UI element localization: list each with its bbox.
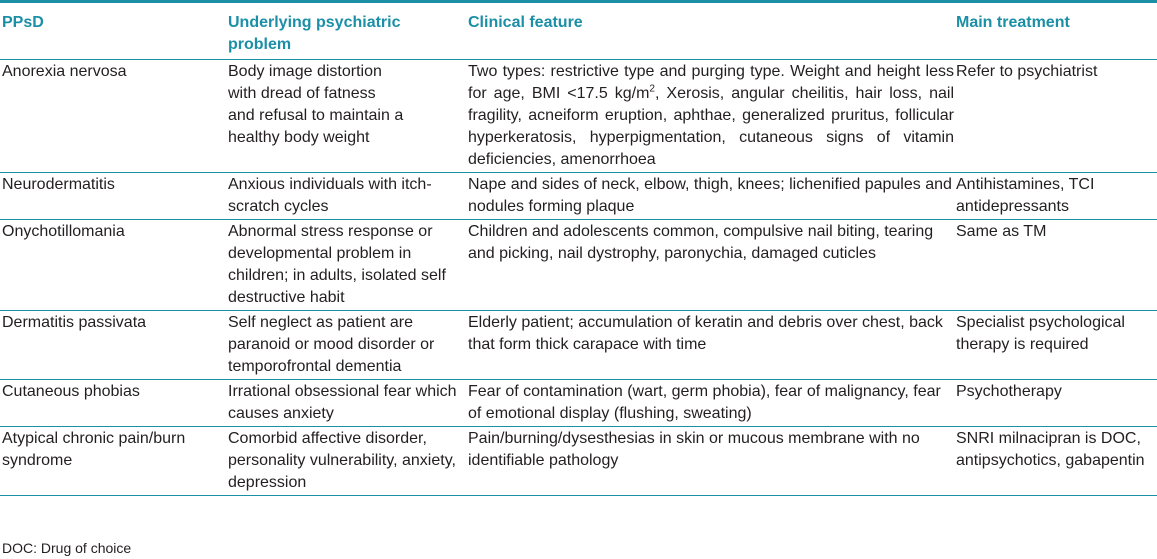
cell-feature: Nape and sides of neck, elbow, thigh, knees; lichenified papules and nodules forming plaque xyxy=(468,176,952,215)
cell-feature xyxy=(468,60,956,172)
cell-ppsd: Onychotillomania xyxy=(2,223,125,240)
cell-ppsd: Atypical chronic pain/burn syndrome xyxy=(2,430,186,469)
feature-text-part: , Xerosis, angular cheilitis, hair loss, nail fragility, acneiform eruption, aphthae, generalized pruritus, follicular hyperkeratosis, hyperpigmentation, cutaneous signs of vitamin deficiencies, amenorrhoea xyxy=(468,85,954,168)
cell-treatment: Psychotherapy xyxy=(956,383,1062,400)
table-row xyxy=(0,380,1157,427)
table-header-row xyxy=(0,3,1157,60)
cell-ppsd: Neurodermatitis xyxy=(2,176,115,193)
header-ppsd: PPsD xyxy=(2,14,44,31)
cell-ppsd: Anorexia nervosa xyxy=(2,63,127,80)
table-footnote: DOC: Drug of choice xyxy=(2,540,132,556)
cell-feature: Pain/burning/dysesthesias in skin or mucous membrane with no identifiable pathology xyxy=(468,430,920,469)
cell-problem: Comorbid affective disorder, personality vulnerability, anxiety, depression xyxy=(228,430,456,491)
cell-problem: Self neglect as patient are paranoid or mood disorder or temporofrontal dementia xyxy=(228,314,435,375)
table-row xyxy=(0,427,1157,496)
cell-feature: Children and adolescents common, compulsive nail biting, tearing and picking, nail dystrophy, paronychia, damaged cuticles xyxy=(468,223,934,262)
cell-ppsd: Cutaneous phobias xyxy=(2,383,140,400)
table-row xyxy=(0,220,1157,311)
cell-problem: Body image distortion with dread of fatness and refusal to maintain a healthy body weight xyxy=(228,63,404,146)
cell-treatment: Specialist psychological therapy is required xyxy=(956,314,1125,353)
cell-ppsd: Dermatitis passivata xyxy=(2,314,147,331)
cell-problem: Anxious individuals with itch-scratch cycles xyxy=(228,176,432,215)
cell-feature: Fear of contamination (wart, germ phobia), fear of malignancy, fear of emotional display (flushing, sweating) xyxy=(468,383,941,422)
header-main-treatment: Main treatment xyxy=(956,14,1070,31)
cell-treatment: Same as TM xyxy=(956,223,1047,240)
cell-treatment: Refer to psychiatrist xyxy=(956,63,1098,80)
cell-treatment: SNRI milnacipran is DOC, antipsychotics, gabapentin xyxy=(956,430,1145,469)
table-row xyxy=(0,60,1157,173)
table-row xyxy=(0,173,1157,220)
table-row xyxy=(0,311,1157,380)
cell-problem: Irrational obsessional fear which causes anxiety xyxy=(228,383,457,422)
cell-feature: Elderly patient; accumulation of keratin and debris over chest, back that form thick carapace with time xyxy=(468,314,943,353)
feature-superscript: 2 xyxy=(649,83,655,95)
cell-treatment: Antihistamines, TCI antidepressants xyxy=(956,176,1095,215)
cell-problem: Abnormal stress response or developmental problem in children; in adults, isolated self destructive habit xyxy=(228,223,446,306)
header-underlying-problem: Underlying psychiatric problem xyxy=(228,14,401,53)
feature-text-part: Two types: restrictive type and purging type. Weight and height less for age, BMI <17.5 kg/m xyxy=(468,63,954,102)
header-clinical-feature: Clinical feature xyxy=(468,14,583,31)
